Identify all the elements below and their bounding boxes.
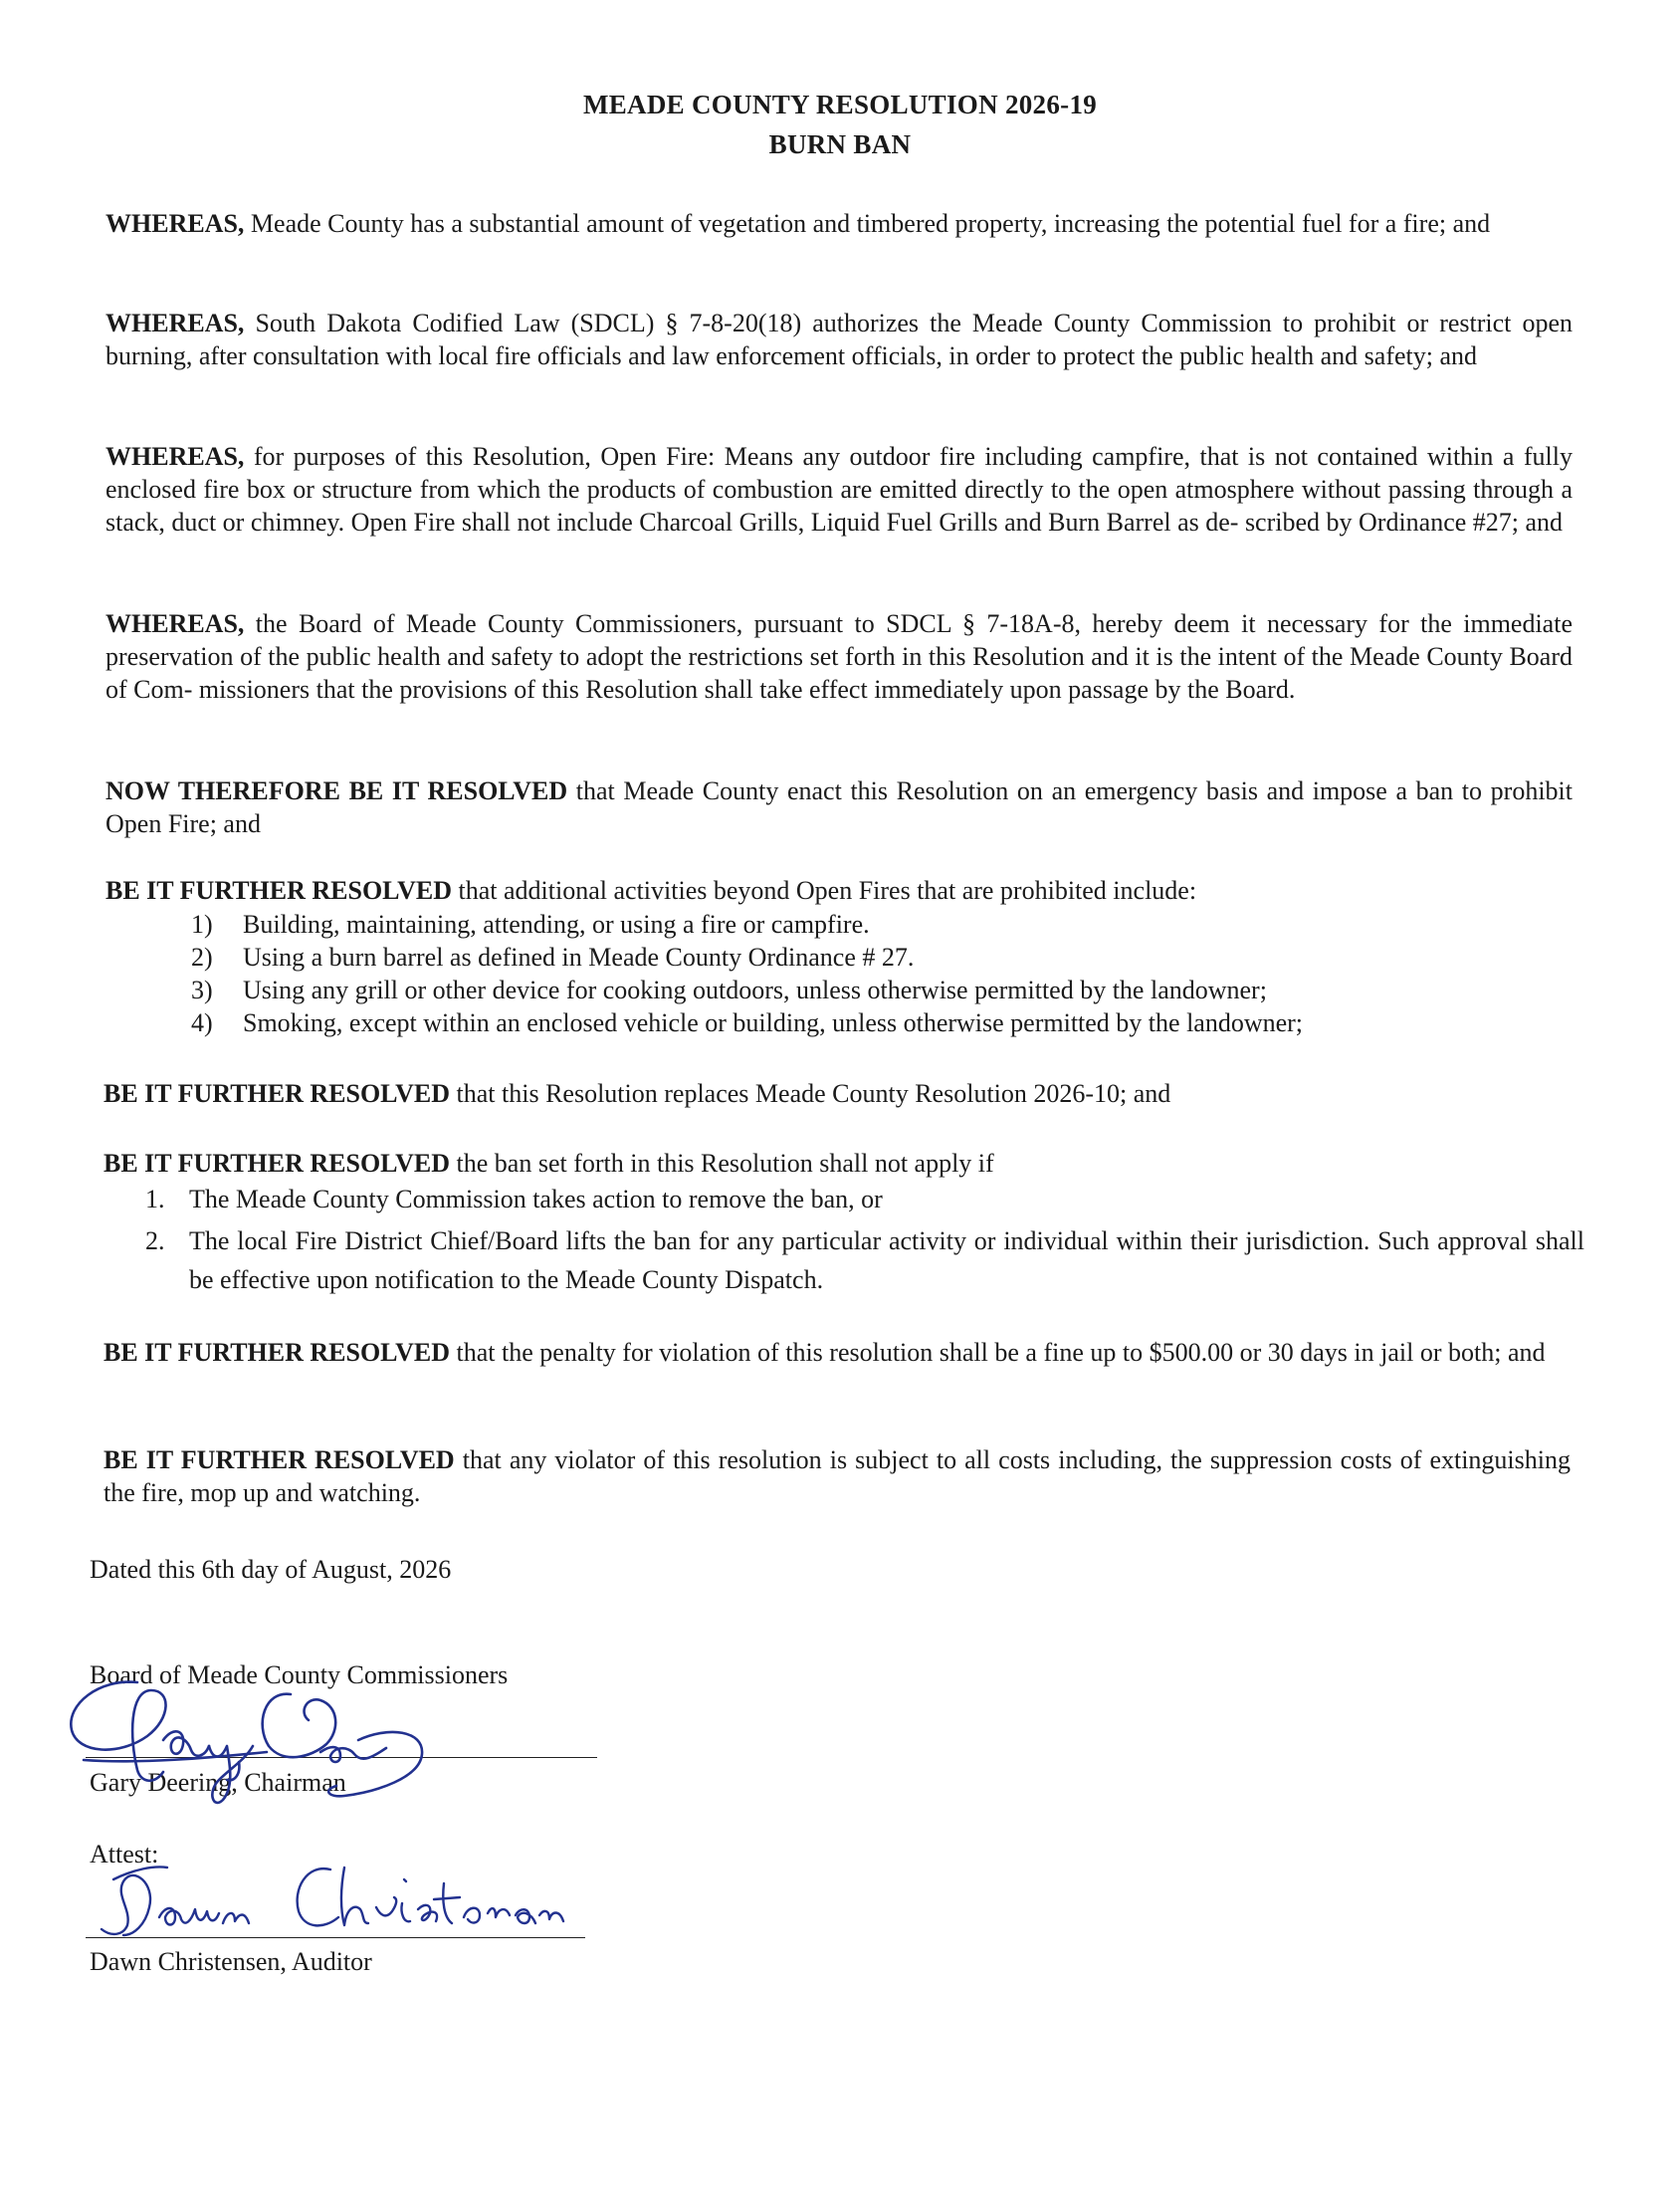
list-number: 4) — [191, 1008, 213, 1037]
auditor-name: Dawn Christensen, Auditor — [90, 1947, 372, 1976]
whereas-paragraph-3 — [105, 440, 1573, 539]
list-text: Using any grill or other device for cooking outdoors, unless otherwise permitted by the landowner; — [243, 976, 1267, 1004]
paragraph-text: South Dakota Codified Law (SDCL) § 7-8-20(18) authorizes the Meade County Commission to prohibit or restrict open burning, after consultation with local fire officials and law enforcement officials, in order to protect the public health and safety; and — [105, 309, 1573, 370]
paragraph-lead: BE IT FURTHER RESOLVED — [104, 1445, 455, 1474]
whereas-paragraph-2 — [105, 307, 1573, 372]
further-resolved-penalty — [104, 1336, 1571, 1369]
paragraph-text: that this Resolution replaces Meade County Resolution 2026-10; and — [450, 1079, 1171, 1108]
list-item — [191, 1006, 1584, 1039]
resolved-paragraph — [105, 774, 1573, 840]
paragraph-lead: WHEREAS, — [105, 442, 245, 471]
paragraph-lead: NOW THEREFORE BE IT RESOLVED — [105, 776, 568, 805]
further-resolved-exceptions — [104, 1147, 1571, 1180]
paragraph-lead: BE IT FURTHER RESOLVED — [104, 1079, 451, 1108]
paragraph-lead: WHEREAS, — [105, 609, 245, 638]
paragraph-lead: WHEREAS, — [105, 309, 245, 337]
list-item — [145, 1183, 1584, 1215]
paragraph-lead: BE IT FURTHER RESOLVED — [104, 1149, 451, 1178]
chairman-name: Gary Deering, Chairman — [90, 1768, 346, 1797]
chairman-signature — [60, 1660, 498, 1830]
paragraph-lead: WHEREAS, — [105, 209, 245, 238]
paragraph-text: for purposes of this Resolution, Open Fire: Means any outdoor fire including campfire, that is not contained within a fully enclosed fire box or structure from which the products of combustion are emitted directly to the open atmosphere without passing through a stack, duct or chimney. Open Fire shall not include Charcoal Grills, Liquid Fuel Grills and Burn Barrel as de- scribed by Ordinance #27; and — [105, 442, 1573, 537]
paragraph-text: that any violator of this resolution is subject to all costs including, the suppression costs of extinguishing the fire, mop up and watching. — [104, 1445, 1571, 1507]
paragraph-text: Meade County has a substantial amount of vegetation and timbered property, increasing the potential fuel for a fire; and — [244, 209, 1491, 238]
whereas-paragraph-1 — [105, 207, 1573, 240]
resolution-title: MEADE COUNTY RESOLUTION 2026-19 — [582, 90, 1098, 119]
paragraph-text: the ban set forth in this Resolution shall not apply if — [450, 1149, 994, 1178]
auditor-signature — [94, 1844, 571, 1953]
paragraph-lead: BE IT FURTHER RESOLVED — [104, 1338, 451, 1367]
list-item — [191, 908, 1584, 941]
list-text: Smoking, except within an enclosed vehicle or building, unless otherwise permitted by the landowner; — [243, 1008, 1304, 1037]
further-resolved-costs — [104, 1443, 1571, 1509]
prohibited-activities-list — [191, 908, 1584, 1039]
list-item — [191, 974, 1584, 1006]
exceptions-list — [145, 1183, 1584, 1299]
list-number: 3) — [191, 976, 213, 1004]
paragraph-lead: BE IT FURTHER RESOLVED — [105, 876, 453, 905]
further-resolved-replaces — [104, 1077, 1571, 1110]
list-item — [145, 1221, 1584, 1299]
dated-line: Dated this 6th day of August, 2026 — [90, 1555, 452, 1584]
list-number: 2) — [191, 943, 213, 972]
list-text: The local Fire District Chief/Board lifts the ban for any particular activity or individual within their jurisdiction. Such approval shall be effective upon notification to the Meade County Dispatch. — [189, 1226, 1584, 1294]
paragraph-text: that the penalty for violation of this resolution shall be a fine up to $500.00 or 30 days in jail or both; and — [450, 1338, 1546, 1367]
list-number: 1) — [191, 910, 213, 939]
further-resolved-prohibited — [105, 874, 1573, 907]
list-item — [191, 941, 1584, 974]
list-text: The Meade County Commission takes action to remove the ban, or — [189, 1185, 883, 1213]
whereas-paragraph-4 — [105, 607, 1573, 706]
list-text: Building, maintaining, attending, or using a fire or campfire. — [243, 910, 870, 939]
list-number: 1. — [145, 1185, 165, 1213]
attest-label: Attest: — [90, 1840, 159, 1868]
paragraph-text: that Meade County enact this Resolution on an emergency basis and impose a ban to prohibit Open Fire; and — [105, 776, 1573, 838]
paragraph-text: that additional activities beyond Open Fires that are prohibited include: — [452, 876, 1197, 905]
list-number: 2. — [145, 1226, 165, 1255]
board-label: Board of Meade County Commissioners — [90, 1660, 509, 1689]
list-text: Using a burn barrel as defined in Meade County Ordinance # 27. — [243, 943, 915, 972]
paragraph-text: the Board of Meade County Commissioners, pursuant to SDCL § 7-18A-8, hereby deem it necessary for the immediate preservation of the public health and safety to adopt the restrictions set forth in this Resolution and it is the intent of the Meade County Board of Com- missioners that the provisions of this Resolution shall take effect immediately upon passage by the Board. — [105, 609, 1573, 704]
resolution-subtitle: BURN BAN — [768, 129, 912, 159]
